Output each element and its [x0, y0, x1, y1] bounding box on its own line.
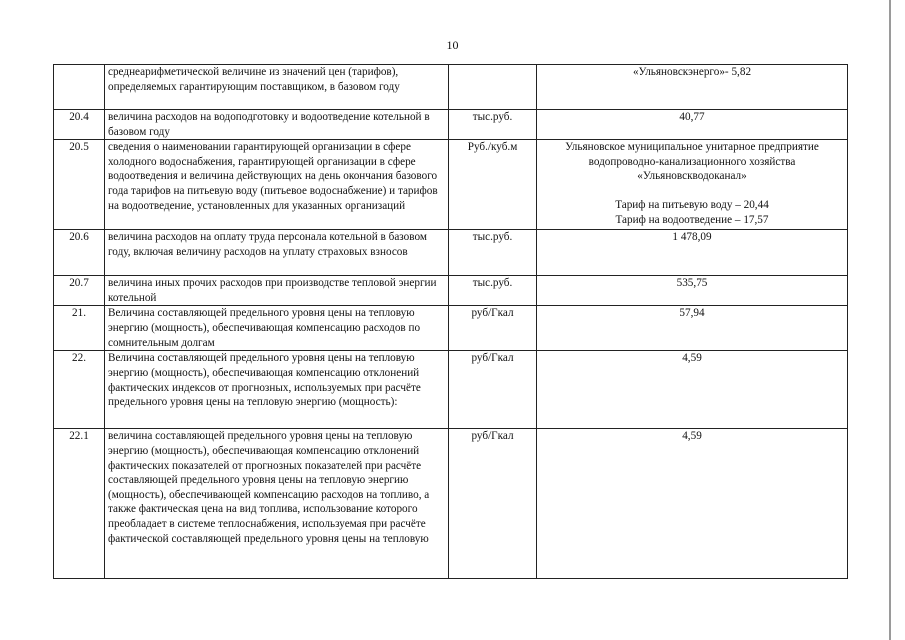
row-number: 20.7 [54, 276, 105, 306]
row-unit: тыс.руб. [449, 276, 537, 306]
row-number [54, 65, 105, 110]
table-row [54, 429, 848, 579]
table-row [54, 65, 848, 110]
row-unit [449, 65, 537, 110]
page-edge-line [889, 0, 891, 640]
row-number: 22. [54, 351, 105, 429]
row-unit: руб/Гкал [449, 429, 537, 579]
row-unit: руб/Гкал [449, 351, 537, 429]
row-description: среднеарифметической величине из значений цен (тарифов), определяемых гарантирующим поставщиком, в базовом году [105, 65, 449, 110]
row-description: Величина составляющей предельного уровня цены на тепловую энергию (мощность), обеспечивающая компенсацию расходов по сомнительным долгам [105, 306, 449, 351]
row-description: величина расходов на оплату труда персонала котельной в базовом году, включая величину расходов на уплату страховых взносов [105, 230, 449, 276]
row-value: 1 478,09 [537, 230, 848, 276]
row-value: 4,59 [537, 351, 848, 429]
table-row [54, 110, 848, 140]
row-value: «Ульяновскэнерго»- 5,82 [537, 65, 848, 110]
row-value: 57,94 [537, 306, 848, 351]
row-description: величина расходов на водоподготовку и водоотведение котельной в базовом году [105, 110, 449, 140]
row-unit: тыс.руб. [449, 110, 537, 140]
row-value-line2: Тариф на питьевую воду – 20,44 [615, 198, 769, 211]
row-value: Ульяновское муниципальное унитарное предприятие водопроводно-канализационного хозяйства «Ульяновскводоканал» [565, 141, 819, 183]
row-number: 20.4 [54, 110, 105, 140]
row-value: 4,59 [537, 429, 848, 579]
row-value: 40,77 [537, 110, 848, 140]
row-value: 535,75 [537, 276, 848, 306]
row-description: сведения о наименовании гарантирующей организации в сфере холодного водоснабжения, гарантирующей организации в сфере водоотведения и величина действующих на день окончания базового года тарифов на питьевую воду (питьевое водоснабжение) и тарифов на водоотведение, установленных для указанных организаций [105, 140, 449, 230]
table-row [54, 140, 848, 230]
row-description: величина иных прочих расходов при производстве тепловой энергии котельной [105, 276, 449, 306]
page-number: 10 [446, 38, 459, 52]
row-number: 21. [54, 306, 105, 351]
table-row [54, 276, 848, 306]
table-row [54, 230, 848, 276]
row-unit: руб/Гкал [449, 306, 537, 351]
row-number: 22.1 [54, 429, 105, 579]
row-number: 20.6 [54, 230, 105, 276]
row-number: 20.5 [54, 140, 105, 230]
row-value-line3: Тариф на водоотведение – 17,57 [615, 213, 769, 226]
row-unit: тыс.руб. [449, 230, 537, 276]
tariff-table [53, 64, 848, 579]
row-unit: Руб./куб.м [449, 140, 537, 230]
row-description: Величина составляющей предельного уровня цены на тепловую энергию (мощность), обеспечивающая компенсацию отклонений фактических индексов от прогнозных, используемых при расчёте предельного уровня цены на тепловую энергию (мощность): [105, 351, 449, 429]
value-spacer [540, 184, 844, 198]
row-value-cell [537, 140, 848, 230]
table-row [54, 351, 848, 429]
table-row [54, 306, 848, 351]
row-description: величина составляющей предельного уровня цены на тепловую энергию (мощность), обеспечивающая компенсацию отклонений фактических показателей от прогнозных показателей при расчёте составляющей предельного уровня цены на тепловую энергию (мощность), обеспечивающей компенсацию расходов на топливо, а также фактическая цена на вид топлива, использование которого преобладает в системе теплоснабжения, используемая при расчёте фактической составляющей предельного уровня цены на тепловую [105, 429, 449, 579]
